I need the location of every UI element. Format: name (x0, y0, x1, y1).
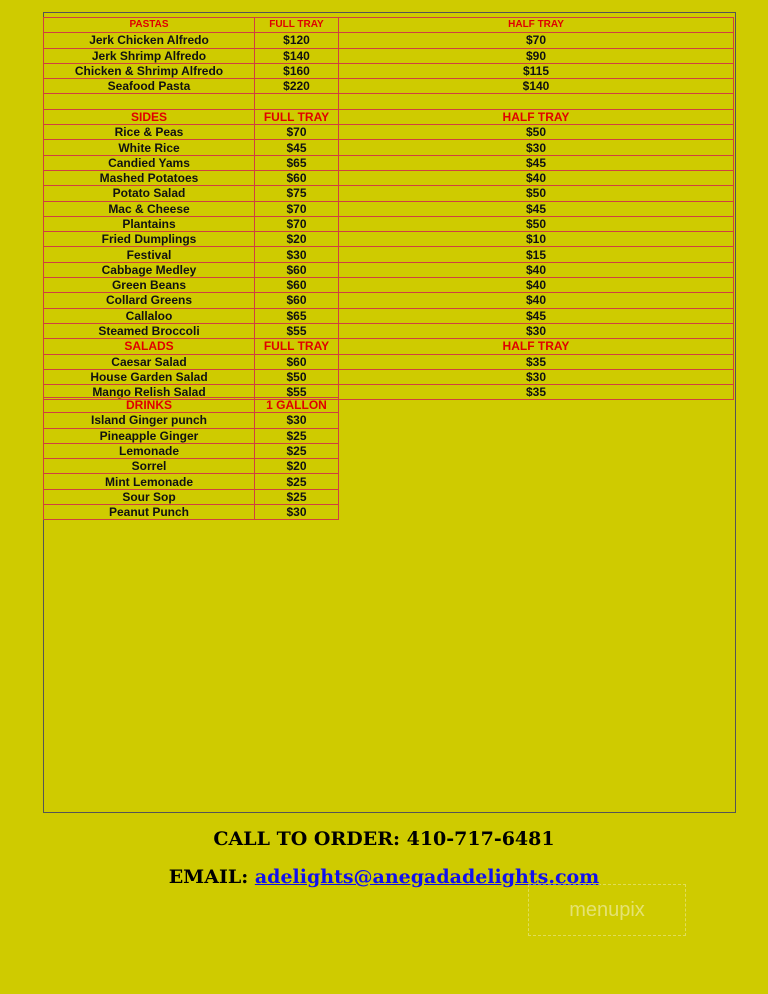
table-row (44, 186, 734, 201)
table-row (44, 48, 734, 63)
item-price: $45 (255, 140, 339, 155)
table-row (44, 505, 339, 520)
salads-header-cell: HALF TRAY (339, 339, 734, 354)
item-price: $70 (339, 33, 734, 48)
item-price: $60 (255, 354, 339, 369)
item-price: $50 (339, 216, 734, 231)
table-row (44, 216, 734, 231)
item-price: $90 (339, 48, 734, 63)
table-row (44, 354, 734, 369)
item-name: Sorrel (44, 459, 255, 474)
item-price: $20 (255, 459, 339, 474)
empty-cell (255, 94, 339, 109)
table-row (44, 443, 339, 458)
item-price: $15 (339, 247, 734, 262)
item-price: $35 (339, 385, 734, 400)
call-to-order: CALL TO ORDER: 410-717-6481 (213, 828, 555, 850)
item-price: $55 (255, 385, 339, 400)
table-row (44, 170, 734, 185)
item-price: $30 (255, 413, 339, 428)
pastas-header-cell: HALF TRAY (339, 18, 734, 33)
item-name: Rice & Peas (44, 125, 255, 140)
drinks-header-row (44, 398, 339, 413)
item-name: House Garden Salad (44, 369, 255, 384)
item-name: Candied Yams (44, 155, 255, 170)
empty-cell (44, 94, 255, 109)
item-price: $55 (255, 323, 339, 338)
item-price: $140 (255, 48, 339, 63)
table-row (44, 201, 734, 216)
email-link[interactable]: adelights@anegadadelights.com (254, 866, 600, 888)
item-name: Cabbage Medley (44, 262, 255, 277)
salads-header-cell: SALADS (44, 339, 255, 354)
item-price: $30 (339, 323, 734, 338)
watermark-logo: menupix (528, 884, 686, 936)
item-price: $65 (255, 155, 339, 170)
item-price: $75 (255, 186, 339, 201)
item-name: Caesar Salad (44, 354, 255, 369)
item-name: Jerk Chicken Alfredo (44, 33, 255, 48)
item-price: $40 (339, 278, 734, 293)
item-price: $50 (339, 186, 734, 201)
drinks-header-cell: DRINKS (44, 398, 255, 413)
sides-header-cell: SIDES (44, 109, 255, 124)
table-row (44, 369, 734, 384)
table-row (44, 293, 734, 308)
item-name: Green Beans (44, 278, 255, 293)
table-row (44, 474, 339, 489)
item-name: White Rice (44, 140, 255, 155)
pastas-header-cell: FULL TRAY (255, 18, 339, 33)
spacer-row (44, 94, 734, 109)
table-row (44, 489, 339, 504)
item-price: $10 (339, 232, 734, 247)
table-row (44, 308, 734, 323)
item-price: $60 (255, 278, 339, 293)
item-price: $120 (255, 33, 339, 48)
drinks-header-cell: 1 GALLON (255, 398, 339, 413)
item-price: $45 (339, 155, 734, 170)
table-row (44, 63, 734, 78)
salads-header-row (44, 339, 734, 354)
item-name: Mango Relish Salad (44, 385, 255, 400)
item-name: Potato Salad (44, 186, 255, 201)
item-name: Lemonade (44, 443, 255, 458)
item-price: $115 (339, 63, 734, 78)
table-row (44, 247, 734, 262)
item-price: $25 (255, 428, 339, 443)
pastas-header-cell: PASTAS (44, 18, 255, 33)
table-row (44, 232, 734, 247)
item-name: Peanut Punch (44, 505, 255, 520)
table-row (44, 278, 734, 293)
item-price: $70 (255, 125, 339, 140)
item-name: Sour Sop (44, 489, 255, 504)
item-name: Mint Lemonade (44, 474, 255, 489)
sides-header-cell: FULL TRAY (255, 109, 339, 124)
item-price: $50 (255, 369, 339, 384)
drinks-table (43, 397, 339, 520)
item-name: Collard Greens (44, 293, 255, 308)
item-price: $30 (255, 505, 339, 520)
empty-cell (339, 94, 734, 109)
item-price: $60 (255, 170, 339, 185)
item-name: Mashed Potatoes (44, 170, 255, 185)
table-row (44, 262, 734, 277)
item-price: $25 (255, 474, 339, 489)
pastas-header-row (44, 18, 734, 33)
item-price: $160 (255, 63, 339, 78)
item-price: $50 (339, 125, 734, 140)
table-row (44, 428, 339, 443)
item-price: $25 (255, 443, 339, 458)
table-row (44, 33, 734, 48)
item-name: Steamed Broccoli (44, 323, 255, 338)
item-price: $60 (255, 293, 339, 308)
item-price: $45 (339, 308, 734, 323)
item-price: $25 (255, 489, 339, 504)
salads-header-cell: FULL TRAY (255, 339, 339, 354)
item-price: $30 (339, 369, 734, 384)
item-price: $40 (339, 293, 734, 308)
table-row (44, 155, 734, 170)
item-name: Callaloo (44, 308, 255, 323)
item-price: $60 (255, 262, 339, 277)
email-label: EMAIL: (168, 866, 249, 888)
item-price: $40 (339, 170, 734, 185)
item-price: $70 (255, 201, 339, 216)
table-row (44, 413, 339, 428)
item-price: $30 (339, 140, 734, 155)
item-name: Jerk Shrimp Alfredo (44, 48, 255, 63)
item-price: $45 (339, 201, 734, 216)
item-price: $220 (255, 79, 339, 94)
item-name: Plantains (44, 216, 255, 231)
item-name: Seafood Pasta (44, 79, 255, 94)
item-name: Chicken & Shrimp Alfredo (44, 63, 255, 78)
table-row (44, 323, 734, 338)
table-row (44, 125, 734, 140)
item-price: $20 (255, 232, 339, 247)
table-row (44, 459, 339, 474)
item-name: Fried Dumplings (44, 232, 255, 247)
item-price: $140 (339, 79, 734, 94)
item-name: Festival (44, 247, 255, 262)
menu-table (43, 17, 734, 400)
item-price: $65 (255, 308, 339, 323)
sides-header-cell: HALF TRAY (339, 109, 734, 124)
item-price: $30 (255, 247, 339, 262)
item-price: $40 (339, 262, 734, 277)
table-row (44, 79, 734, 94)
sides-header-row (44, 109, 734, 124)
item-price: $35 (339, 354, 734, 369)
item-name: Mac & Cheese (44, 201, 255, 216)
item-name: Island Ginger punch (44, 413, 255, 428)
item-name: Pineapple Ginger (44, 428, 255, 443)
table-row (44, 140, 734, 155)
item-price: $70 (255, 216, 339, 231)
